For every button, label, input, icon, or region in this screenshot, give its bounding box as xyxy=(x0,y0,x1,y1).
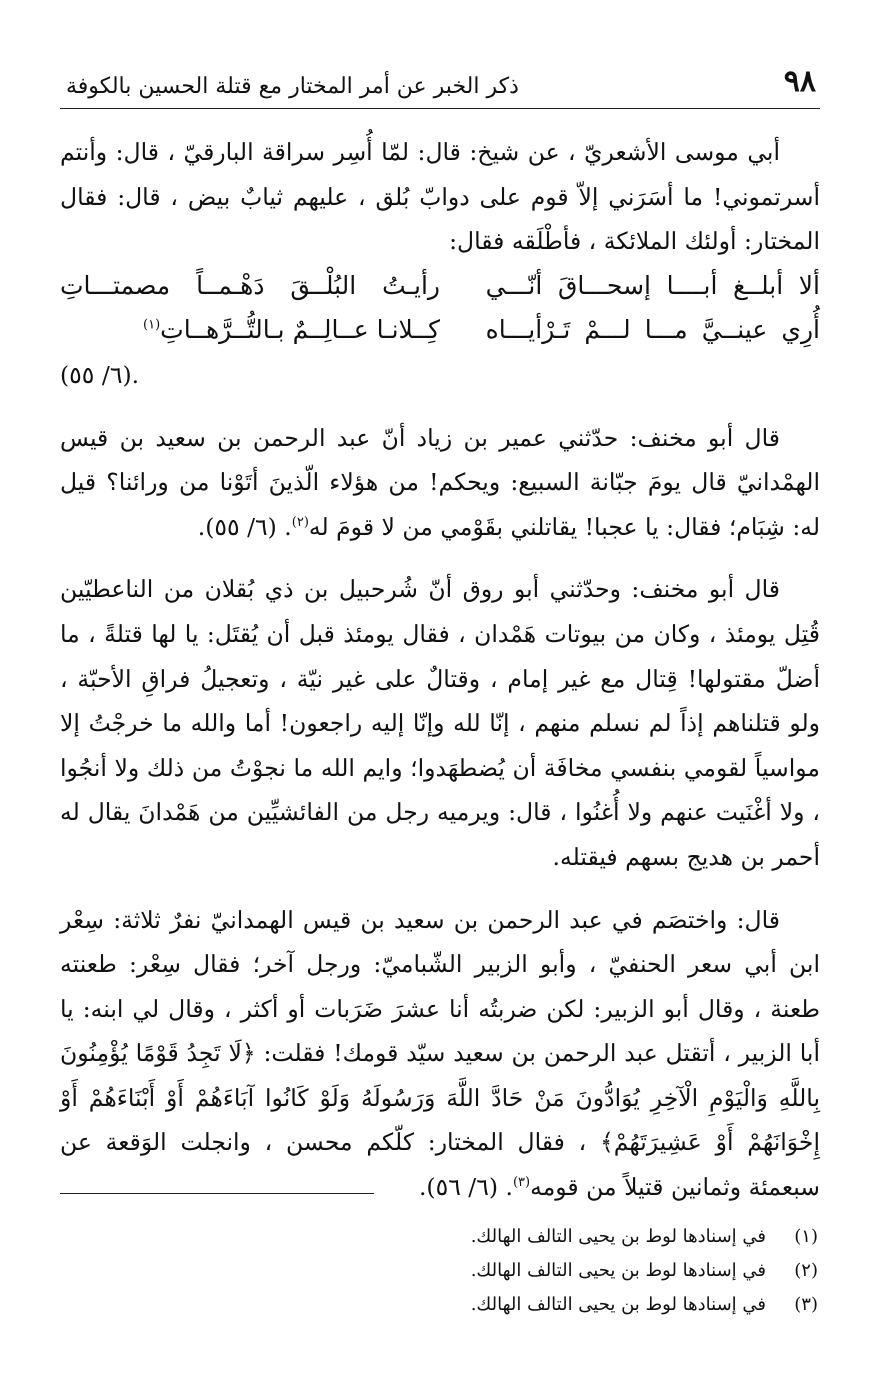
paragraph-4 xyxy=(60,898,820,1210)
verse-2-second-hemistich: كِــلانـا عــالِــمٌ بـالتُّــرَّهــاتِ xyxy=(160,315,440,345)
page-number: ٩٨ xyxy=(783,64,816,99)
poem xyxy=(60,264,820,398)
verse-2-first-hemistich: أُرِي عينــيَّ مـــا لـــمْ تَـرْأيـــاه xyxy=(485,315,820,345)
paragraph-2-reference: . (٦/ ٥٥). xyxy=(197,512,292,541)
footnotes xyxy=(60,1220,820,1322)
footnote-text: في إسنادها لوط بن يحيى التالف الهالك. xyxy=(470,1294,766,1315)
verse-1-first-hemistich: ألا أبلــغ أبــــا إسحـــاقَ أنّـــي xyxy=(485,270,820,300)
paragraph-4-reference: . (٦/ ٥٦). xyxy=(418,1173,513,1202)
footnote-item xyxy=(60,1220,820,1254)
running-title: ذكر الخبر عن أمر المختار مع قتلة الحسين بالكوفة xyxy=(66,74,519,99)
footnote-number: (٢) xyxy=(794,1260,818,1281)
poem-verse-1 xyxy=(60,264,820,309)
paragraph-4-text: قال: واختصَم في عبد الرحمن بن سعيد بن قيس الهمدانيّ نفرٌ ثلاثة: سِعْر ابن أبي سعر الحنفيّ ، وأبو الزبير الشّباميّ: ورجل آخر؛ فقال سِعْر: طعنته طعنة ، وقال أبو الزبير: لكن ضربتُه أنا عشرَ ضَرَبات أو أكثر ، وقال لي ابنه: يا أبا الزبير ، أتقتل عبد الرحمن بن سعيد سيّد قومك! فقلت: ﴿لَا تَجِدُ قَوْمًا يُؤْمِنُونَ بِاللَّهِ وَالْيَوْمِ الْآخِرِ يُوَادُّونَ مَنْ حَادَّ اللَّهَ وَرَسُولَهُ وَلَوْ كَانُوا آبَاءَهُمْ أَوْ أَبْنَاءَهُمْ أَوْ إِخْوَانَهُمْ أَوْ عَشِيرَتَهُمْ﴾ ، فقال المختار: كلّكم محسن ، وانجلت الوَقعة عن سبعمئة وثمانين قتيلاً من قومه xyxy=(60,905,820,1202)
footnote-text: في إسنادها لوط بن يحيى التالف الهالك. xyxy=(470,1260,766,1281)
paragraph-3: قال أبو مخنف: وحدّثني أبو روق أنّ شُرحبيل بن ذي بُقلان من الناعطيّين قُتِل يومئذ ، وكان من بيوتات هَمْدان ، فقال يومئذ قبل أن يُقتَل: يا لها قتلةً ، ما أضلّ مقتولها! قِتال مع غير إمام ، وقتالٌ على غير نيّة ، وتعجيلُ فراقِ الأحبّة ، ولو قتلناهم إذاً لم نسلم منهم ، إنّا لله وإنّا إليه راجعون! أما والله ما خرجْتُ إلا مواسياً لقومي بنفسي مخافَة أن يُضطهَدوا؛ وايم الله ما نجوْتُ من ذلك ولا أنجُوا ، ولا أغْنَيت عنهم ولا أُغنُوا ، قال: ويرميه رجل من الفائشيِّين من هَمْدانَ يقال له أحمر بن هديج بسهم فيقتله. xyxy=(60,575,820,871)
footnote-item xyxy=(60,1254,820,1288)
footnote-text: في إسنادها لوط بن يحيى التالف الهالك. xyxy=(470,1226,766,1247)
main-text xyxy=(60,130,820,1210)
verse-1-second-hemistich: رأيـتُ البُلْــقَ دَهْـمــاً مصمتـــاتِ xyxy=(60,270,440,300)
footnote-number: (١) xyxy=(794,1226,818,1247)
verse-2-second-hemistich-wrap xyxy=(60,308,440,353)
book-page xyxy=(60,0,820,1392)
paragraph-2-text: قال أبو مخنف: حدّثني عمير بن زياد أنّ عبد الرحمن بن سعيد بن قيس الهمْدانيّ قال يومَ جبّانة السبيع: ويحكم! من هؤلاء الّذينَ أتَوْنا من ورائنا؟ قيل له: شِبَام؛ فقال: يا عجبا! يقاتلني بقَوْمي من لا قومَ له xyxy=(60,423,820,541)
footnote-marker-1[interactable]: (١) xyxy=(143,318,161,334)
footnote-divider xyxy=(60,1193,374,1194)
poem-verse-2 xyxy=(60,308,820,353)
footnote-number: (٣) xyxy=(794,1294,818,1315)
footnote-marker-2[interactable]: (٢) xyxy=(291,514,309,530)
paragraph-1: أبي موسى الأشعريّ ، عن شيخ: قال: لمّا أُسِر سراقة البارقيّ ، قال: وأنتم أسرتموني! ما أسَرَني إلاّ قوم على دوابّ بُلق ، عليهم ثيابٌ بيض ، قال: فقال المختار: أولئك الملائكة ، فأطْلَقه فقال: xyxy=(60,138,820,256)
footnote-item xyxy=(60,1288,820,1322)
footnote-marker-3[interactable]: (٣) xyxy=(512,1175,531,1191)
paragraph-2 xyxy=(60,416,820,550)
poem-source-reference: .(٦/ ٥٥) xyxy=(60,360,140,389)
page-header xyxy=(60,62,820,109)
